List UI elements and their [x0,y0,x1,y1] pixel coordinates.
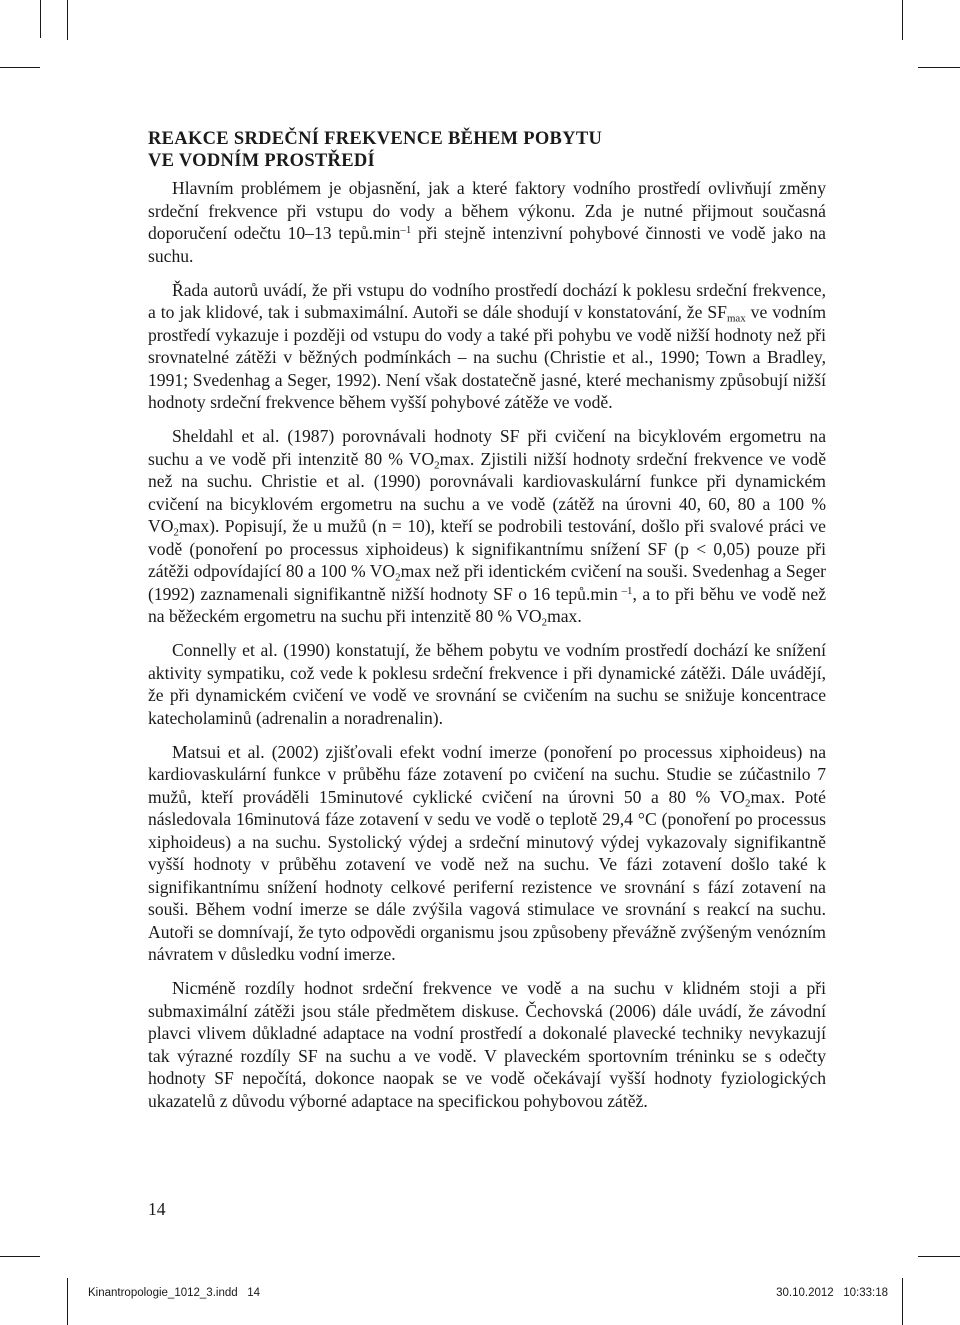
section-heading [148,128,826,172]
subscript: 2 [434,458,440,471]
page-content [148,128,826,1124]
slug-file-name [88,1286,260,1300]
slug-file-text: Kinantropologie_1012_3.indd 14 [88,1287,261,1299]
paragraph-1-text-b: při stejně intenzivní pohybové činnosti ve vodě jako na suchu. [148,223,826,266]
paragraph-3-text-d: max než při identickém cvičení na souši. Svedenhag a Seger (1992) zaznamenali signifikantně nižší hodnoty SF o 16 tepů.min [148,561,826,604]
paragraph-5-text-a: Matsui et al. (2002) zjišťovali efekt vodní imerze (ponoření po processus xiphoideus) na kardiovaskulární funkce v průběhu fáze zotavení po cvičení na suchu. Studie se zúčastnilo 7 mužů, kteří prováděli 15minutové cyklické cvičení na úrovni 50 a 80 % VO [148,741,826,807]
paragraph-5 [148,741,826,966]
paragraph-1-text-a: Hlavním problémem je objasnění, jak a které faktory vodního prostředí ovlivňují změny srdeční frekvence při vstupu do vody a během výkonu. Zda je nutné přijmout současná doporučení odečtu 10–13 tepů.min [148,178,826,243]
crop-mark [902,0,903,40]
paragraph-1 [148,177,826,267]
superscript: –1 [400,224,412,236]
paragraph-3-text-b: max. Zjistili nižší hodnoty srdeční frekvence ve vodě než na suchu. Christie et al. (1990) porovnávali kardiovaskulární funkce při dynamickém cvičení na bicyklovém ergometru na suchu a ve vodě (zátěž na úrovni 40, 60, 80 a 100 % VO [148,448,826,536]
paragraph-3-text-e: , a to při běhu ve vodě než na běžeckém ergometru na suchu při intenzitě 80 % VO [148,583,827,626]
slug-timestamp [776,1286,888,1300]
crop-mark [918,1256,960,1257]
crop-mark [902,1278,903,1325]
subscript: 2 [395,571,401,584]
paragraph-6: Nicméně rozdíly hodnot srdeční frekvence ve vodě a na suchu v klidném stoji a při submaximální zátěži jsou stále předmětem diskuse. Čechovská (2006) dále uvádí, že závodní plavci vlivem důkladné adaptace na vodní prostředí a dokonalé plavecké techniky nevykazují tak výrazné rozdíly SF na suchu a ve vodě. V plaveckém sportovním tréninku se s odečty hodnoty SF nepočítá, dokonce naopak se ve vodě očekávají vyšší hodnoty fyziologických ukazatelů z důvodu výborné adaptace na specifickou pohybovou zátěž. [148,978,826,1111]
paragraph-2-text-b: ve vodním prostředí vykazuje i později od vstupu do vody a také při pohybu ve vodě nižší hodnoty než při srovnatelné zátěži v běžných podmínkách – na suchu (Christie et al., 1990; Town a Bradley, 1991; Svedenhag a Seger, 1992). Není však dostatečně jasné, které mechanismy způsobují nižší hodnoty srdeční frekvence během vyšší pohybové zátěže ve vodě. [148,302,826,412]
crop-mark [918,67,960,68]
crop-mark [0,1256,40,1257]
paragraph-3 [148,425,826,628]
heading-line-2: VE VODNÍM PROSTŘEDÍ [148,151,376,171]
heading-line-1: REAKCE SRDEČNÍ FREKVENCE BĚHEM POBYTU [148,129,603,149]
superscript: –1 [617,584,633,597]
paragraph-3-text-c: max). Popisují, že u mužů (n = 10), kteří se podrobili testování, došlo při svalové práci ve vodě (ponoření po processus xiphoideus) k signifikantnímu snížení SF (p < 0,05) pouze při zátěži odpovídající 80 a 100 % VO [148,516,826,581]
crop-mark [0,67,40,68]
paragraph-3-text-f: max. [547,606,582,626]
slug-date-text: 30.10.2012 10:33:18 [776,1287,888,1299]
crop-mark [67,0,68,40]
paragraph-5-text-b: max. Poté následovala 16minutová fáze zotavení v sedu ve vodě o teplotě 29,4 °C (ponoření po processus xiphoideus) a na suchu. Systolický výdej a srdeční minutový výdej vykazovaly signifikantně vyšší hodnoty v průběhu zotavení ve vodě než na suchu. Ve fázi zotavení došlo také k signifikantnímu snížení hodnoty celkové periferní rezistence ve srovnání s fází zotavení na souši. Během vodní imerze se dále zvýšila vagová stimulace ve srovnání s reakcí na suchu. Autoři se domnívají, že tyto odpovědi organismu jsou způsobeny převážně zvýšeným venózním návratem v důsledku vodní imerze. [148,786,826,964]
paragraph-4: Connelly et al. (1990) konstatují, že během pobytu ve vodním prostředí dochází ke snížení aktivity sympatiku, což vede k poklesu srdeční frekvence i při dynamické zátěži. Dále uvádějí, že při dynamickém cvičení ve vodě ve srovnání se cvičením na suchu se snižuje koncentrace katecholaminů (adrenalin a noradrenalin). [148,640,826,728]
subscript: 2 [744,796,751,809]
crop-mark [67,1278,68,1325]
crop-mark [40,0,41,38]
subscript: 2 [541,616,548,629]
paragraph-2-text-a: Řada autorů uvádí, že při vstupu do vodního prostředí dochází k poklesu srdeční frekvence, a to jak klidové, tak i submaximální. Autoři se dále shodují v konstatování, že SF [148,279,826,322]
paragraph-3-text-a: Sheldahl et al. (1987) porovnávali hodnoty SF při cvičení na bicyklovém ergometru na suchu a ve vodě při intenzitě 80 % VO [148,426,826,469]
page-number: 14 [148,1199,166,1219]
subscript: 2 [173,526,179,539]
subscript: max [726,312,746,325]
paragraph-2 [148,279,826,414]
